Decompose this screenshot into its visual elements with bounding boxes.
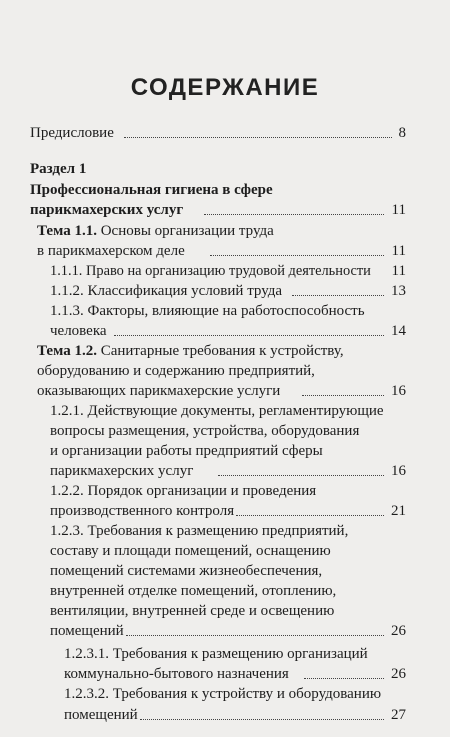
- toc-page-number: 13: [391, 283, 406, 299]
- toc-topic-text: Санитарные требования к устройству,: [96, 343, 344, 359]
- toc-item-1-2-3-line4: внутренней отделке помещений, отоплению,: [50, 583, 337, 599]
- toc-item-1-2-1: 1.2.1. Действующие документы, регламентирующие: [50, 403, 384, 419]
- dot-leader: [302, 395, 384, 396]
- dot-leader: [114, 335, 384, 336]
- toc-page-number: 11: [391, 263, 406, 279]
- toc-item-1-2-3-1: 1.2.3.1. Требования к размещению организаций: [64, 646, 368, 662]
- toc-item-1-1-3: 1.1.3. Факторы, влияющие на работоспособность: [50, 303, 365, 319]
- toc-item-1-2-1-line3: и организации работы предприятий сферы: [50, 443, 323, 459]
- toc-section-title: Профессиональная гигиена в сфере: [30, 182, 273, 198]
- toc-item-1-2-3-end: помещений 26: [50, 623, 406, 639]
- toc-page-number: 21: [391, 503, 406, 519]
- toc-page-number: 26: [391, 623, 406, 639]
- toc-section-label: Раздел 1: [30, 161, 87, 177]
- dot-leader: [124, 137, 392, 138]
- toc-item-1-2-2-end: производственного контроля 21: [50, 503, 406, 519]
- toc-page-number: 16: [391, 463, 406, 479]
- toc-item-1-2-3-line2: составу и площади помещений, оснащению: [50, 543, 331, 559]
- toc-item-1-2-3-1-end: коммунально-бытового назначения 26: [64, 666, 406, 682]
- toc-item-1-2-3-line5: вентиляции, внутренней среде и освещению: [50, 603, 335, 619]
- toc-item-1-1-2: 1.1.2. Классификация условий труда 13: [50, 283, 406, 299]
- dot-leader: [236, 515, 384, 516]
- page-title: СОДЕРЖАНИЕ: [130, 74, 320, 101]
- toc-item-1-1-3-end: человека 14: [50, 323, 406, 339]
- dot-leader: [126, 635, 384, 636]
- toc-item-1-1-1: 1.1.1. Право на организацию трудовой деятельности 11: [50, 263, 406, 279]
- dot-leader: [204, 214, 384, 215]
- toc-page-number: 27: [391, 707, 406, 723]
- toc-section-title-end: парикмахерских услуг 11: [30, 202, 406, 218]
- dot-leader: [218, 475, 384, 476]
- dot-leader: [292, 295, 384, 296]
- toc-topic-1-2: [0, 342, 450, 360]
- toc-page-number: 26: [391, 666, 406, 682]
- toc-item-1-2-3-2: 1.2.3.2. Требования к устройству и оборудованию: [64, 686, 382, 702]
- toc-topic-prefix: Тема 1.2.: [37, 343, 97, 359]
- toc-topic-text: Основы организации труда: [96, 223, 274, 239]
- dot-leader: [140, 719, 384, 720]
- toc-entry-preface: [0, 124, 450, 142]
- toc-item-1-2-1-line2: вопросы размещения, устройства, оборудования: [50, 423, 360, 439]
- toc-page-number: 11: [391, 202, 406, 218]
- toc-item-1-2-3-2-end: помещений 27: [64, 707, 406, 723]
- dot-leader: [304, 678, 384, 679]
- toc-topic-1-2-end: оказывающих парикмахерские услуги 16: [37, 383, 406, 399]
- toc-page-number: 11: [391, 243, 406, 259]
- toc-page-number: 16: [391, 383, 406, 399]
- toc-topic-1-2-line2: оборудованию и содержанию предприятий,: [37, 363, 315, 379]
- dot-leader: [210, 255, 384, 256]
- toc-topic-1-1: [0, 222, 450, 240]
- toc-topic-prefix: Тема 1.1.: [37, 223, 97, 239]
- toc-item-1-2-1-end: парикмахерских услуг 16: [50, 463, 406, 479]
- toc-topic-1-1-end: в парикмахерском деле 11: [37, 243, 406, 259]
- toc-item-1-2-2: 1.2.2. Порядок организации и проведения: [50, 483, 317, 499]
- toc-page-number: 8: [398, 125, 406, 141]
- toc-entry-text: Предисловие: [30, 125, 114, 141]
- toc-item-1-2-3: 1.2.3. Требования к размещению предприятий,: [50, 523, 349, 539]
- toc-page-number: 14: [391, 323, 406, 339]
- toc-item-1-2-3-line3: помещений системами жизнеобеспечения,: [50, 563, 323, 579]
